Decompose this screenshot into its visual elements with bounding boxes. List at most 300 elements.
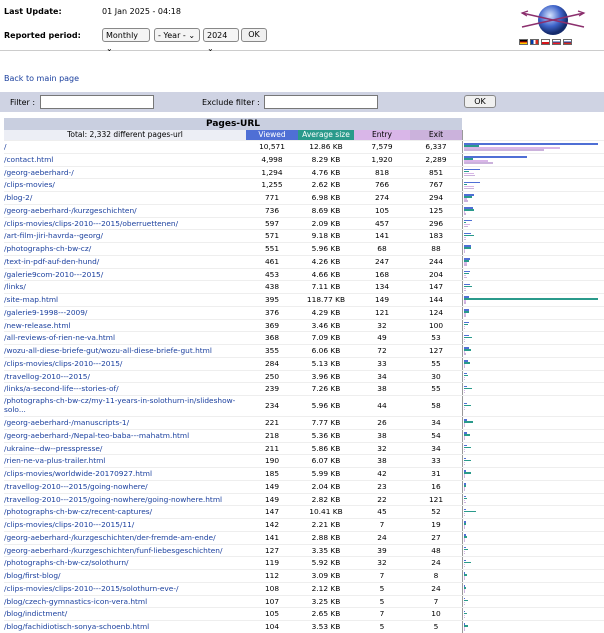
page-url-link[interactable]: /blog-2/ bbox=[4, 193, 33, 202]
viewed-value: 438 bbox=[264, 282, 280, 292]
entry-value: 149 bbox=[374, 295, 390, 304]
entry-value: 247 bbox=[374, 256, 390, 266]
page-url-link[interactable]: /blog/fachidiotisch-sonya-schoenb.html bbox=[4, 622, 150, 631]
row-bars bbox=[462, 205, 601, 217]
exit-value: 48 bbox=[431, 545, 441, 555]
page-url-link[interactable]: /site-map.html bbox=[4, 295, 59, 304]
col-exit: Exit bbox=[410, 130, 462, 140]
table-row bbox=[4, 382, 604, 395]
exit-bar bbox=[464, 315, 466, 317]
page-url-link[interactable]: /blog/first-blog/ bbox=[4, 571, 61, 580]
page-url-link[interactable]: /links/a-second-life---stories-of/ bbox=[4, 384, 119, 394]
entry-value: 1,920 bbox=[371, 154, 393, 164]
average-size-value: 5.99 KB bbox=[311, 469, 341, 478]
viewed-value: 142 bbox=[264, 520, 280, 529]
table-row bbox=[4, 357, 604, 370]
table-row bbox=[4, 217, 604, 230]
table-row bbox=[4, 178, 604, 191]
viewed-value: 736 bbox=[264, 205, 280, 215]
header-panel bbox=[0, 0, 604, 51]
viewed-value: 149 bbox=[264, 494, 280, 504]
row-bars bbox=[462, 218, 601, 230]
entry-value: 24 bbox=[377, 532, 387, 542]
row-bars bbox=[462, 332, 601, 344]
entry-value: 39 bbox=[377, 545, 387, 555]
page-url-link[interactable]: /text-in-pdf-auf-den-hund/ bbox=[4, 256, 100, 266]
last-update-value: 01 Jan 2025 - 04:18 bbox=[102, 7, 181, 16]
exclude-filter-input[interactable] bbox=[264, 95, 378, 109]
page-url-link[interactable]: /georg-aeberhard-/kurzgeschichten/ bbox=[4, 205, 137, 215]
row-bars bbox=[462, 455, 601, 467]
table-row bbox=[4, 556, 604, 569]
average-size-value: 6.07 KB bbox=[311, 456, 341, 466]
average-size-value: 3.46 KB bbox=[311, 320, 341, 330]
average-size-bar bbox=[464, 405, 471, 407]
average-size-value: 3.35 KB bbox=[311, 545, 341, 555]
viewed-value: 1,255 bbox=[261, 180, 283, 190]
entry-value: 105 bbox=[374, 205, 390, 215]
last-update-label: Last Update: bbox=[4, 7, 62, 16]
viewed-value: 149 bbox=[264, 481, 280, 491]
average-size-value: 5.86 KB bbox=[311, 443, 341, 453]
exit-bar bbox=[464, 328, 465, 330]
table-row bbox=[4, 607, 604, 620]
entry-value: 26 bbox=[377, 418, 387, 427]
row-bars bbox=[462, 443, 601, 455]
row-bars bbox=[462, 256, 601, 268]
page-url-link[interactable]: /photographs-ch-bw-cz/my-11-years-in-solothurn-in/slideshow-solo... bbox=[4, 396, 236, 414]
viewed-value: 571 bbox=[264, 231, 280, 241]
row-bars bbox=[462, 320, 601, 332]
exit-bar bbox=[464, 251, 465, 253]
exit-value: 53 bbox=[431, 333, 441, 343]
viewed-value: 771 bbox=[264, 193, 280, 202]
exit-bar bbox=[464, 591, 465, 593]
filter-input[interactable] bbox=[40, 95, 154, 109]
flag-cz-icon[interactable] bbox=[541, 39, 550, 45]
average-size-value: 5.92 KB bbox=[311, 558, 341, 568]
average-size-bar bbox=[464, 209, 474, 211]
exit-value: 31 bbox=[431, 469, 441, 478]
row-bars bbox=[462, 468, 601, 480]
exit-value: 34 bbox=[431, 443, 441, 453]
row-bars bbox=[462, 358, 601, 370]
exit-bar bbox=[464, 553, 465, 555]
table-row bbox=[4, 268, 604, 281]
entry-value: 49 bbox=[377, 333, 387, 343]
average-size-value: 2.65 KB bbox=[311, 609, 341, 619]
table-row bbox=[4, 518, 604, 531]
row-bars bbox=[462, 383, 601, 395]
row-bars bbox=[462, 281, 601, 293]
page-url-link[interactable]: /travellog-2010---2015/ bbox=[4, 371, 90, 381]
average-size-value: 3.09 KB bbox=[311, 571, 341, 580]
average-size-bar bbox=[464, 337, 472, 339]
average-size-value: 2.62 KB bbox=[311, 180, 341, 190]
page-url-link[interactable]: /clips-movies/clips-2010---2015/oberruettenen/ bbox=[4, 218, 179, 228]
exit-bar bbox=[464, 264, 467, 266]
entry-value: 274 bbox=[374, 193, 390, 202]
table-row bbox=[4, 442, 604, 455]
exit-bar bbox=[464, 200, 468, 202]
exit-bar bbox=[464, 379, 465, 381]
exit-value: 125 bbox=[428, 205, 444, 215]
average-size-value: 6.06 KB bbox=[311, 346, 341, 355]
entry-value: 72 bbox=[377, 346, 387, 355]
exit-bar bbox=[464, 438, 465, 440]
exit-bar bbox=[464, 392, 465, 394]
table-title: Pages-URL bbox=[4, 118, 462, 130]
back-to-main-link[interactable]: Back to main page bbox=[4, 74, 80, 83]
entry-value: 68 bbox=[377, 244, 387, 253]
average-size-value: 3.53 KB bbox=[311, 622, 341, 631]
average-size-value: 5.96 KB bbox=[311, 244, 341, 253]
average-size-value: 7.11 KB bbox=[311, 282, 341, 292]
row-bars bbox=[462, 608, 601, 620]
table-row bbox=[4, 544, 604, 557]
table-row bbox=[4, 255, 604, 268]
table-row bbox=[4, 306, 604, 319]
exit-value: 121 bbox=[428, 494, 444, 504]
table-row bbox=[4, 505, 604, 518]
page-url-link[interactable]: /galerie9com-2010---2015/ bbox=[4, 269, 104, 279]
exit-value: 55 bbox=[431, 384, 441, 394]
average-size-value: 8.29 KB bbox=[311, 154, 341, 164]
exit-bar bbox=[464, 617, 465, 619]
average-size-value: 2.82 KB bbox=[311, 494, 341, 504]
page-url-link[interactable]: /all-reviews-of-rien-ne-va.html bbox=[4, 333, 116, 343]
page-url-link[interactable]: /blog/indictment/ bbox=[4, 609, 68, 619]
page-url-link[interactable]: /links/ bbox=[4, 282, 26, 292]
page-url-link[interactable]: /art-film-jiri-havrda--georg/ bbox=[4, 231, 103, 241]
exit-value: 24 bbox=[431, 583, 441, 593]
average-size-value: 7.09 KB bbox=[311, 333, 341, 343]
flag-fr-icon[interactable] bbox=[530, 39, 539, 45]
table-row bbox=[4, 331, 604, 344]
filter-label: Filter : bbox=[10, 98, 36, 107]
exit-value: 2,289 bbox=[425, 154, 447, 164]
row-bars bbox=[462, 570, 601, 582]
entry-value: 5 bbox=[379, 583, 385, 593]
exclude-filter-label: Exclude filter : bbox=[202, 98, 260, 107]
flag-de-icon[interactable] bbox=[519, 39, 528, 45]
viewed-value: 218 bbox=[264, 430, 280, 440]
table-row bbox=[4, 204, 604, 217]
row-bars bbox=[462, 167, 601, 179]
table-row bbox=[4, 153, 604, 166]
table-row bbox=[4, 280, 604, 293]
viewed-bar bbox=[464, 156, 527, 158]
row-bars bbox=[462, 371, 601, 383]
exit-bar bbox=[464, 277, 467, 279]
row-bars bbox=[462, 494, 601, 506]
average-size-value: 10.41 KB bbox=[309, 507, 343, 517]
entry-value: 42 bbox=[377, 469, 387, 478]
pages-url-table bbox=[4, 118, 604, 633]
viewed-value: 190 bbox=[264, 456, 280, 466]
exit-value: 27 bbox=[431, 532, 441, 542]
year-select-value: 2024 bbox=[207, 31, 228, 40]
period-select[interactable]: Monthly ⌄ bbox=[102, 28, 150, 42]
flag-sk-icon[interactable] bbox=[552, 39, 561, 45]
table-row bbox=[4, 531, 604, 544]
entry-value: 38 bbox=[377, 456, 387, 466]
exit-bar bbox=[464, 451, 465, 453]
entry-value: 32 bbox=[377, 443, 387, 453]
average-size-bar bbox=[464, 298, 598, 300]
filter-bar bbox=[0, 92, 604, 112]
entry-value: 457 bbox=[374, 218, 390, 228]
table-row bbox=[4, 166, 604, 179]
average-size-bar bbox=[464, 562, 471, 564]
col-viewed: Viewed bbox=[246, 130, 298, 140]
page-url-link[interactable]: /ukraine--dw--presspresse/ bbox=[4, 443, 103, 453]
table-row bbox=[4, 582, 604, 595]
average-size-value: 8.69 KB bbox=[311, 205, 341, 215]
page-url-link[interactable]: /contact.html bbox=[4, 154, 54, 164]
average-size-value: 5.36 KB bbox=[311, 430, 341, 440]
exit-value: 30 bbox=[431, 371, 441, 381]
exit-value: 204 bbox=[428, 269, 444, 279]
exit-value: 183 bbox=[428, 231, 444, 241]
exit-bar bbox=[464, 341, 465, 343]
exit-bar bbox=[464, 226, 468, 228]
viewed-value: 368 bbox=[264, 333, 280, 343]
viewed-value: 105 bbox=[264, 609, 280, 619]
period-label: Reported period: bbox=[4, 31, 81, 40]
table-row bbox=[4, 595, 604, 608]
row-bars bbox=[462, 481, 601, 493]
exit-bar bbox=[464, 175, 475, 177]
average-size-value: 7.77 KB bbox=[311, 418, 341, 427]
table-row bbox=[4, 569, 604, 582]
row-bars bbox=[462, 141, 601, 153]
page-url-link[interactable]: /new-release.html bbox=[4, 320, 71, 330]
exit-value: 33 bbox=[431, 456, 441, 466]
exit-value: 16 bbox=[431, 481, 441, 491]
exit-bar bbox=[464, 353, 466, 355]
average-size-bar bbox=[464, 421, 473, 423]
average-size-value: 4.76 KB bbox=[311, 167, 341, 177]
table-row bbox=[4, 370, 604, 383]
exit-value: 52 bbox=[431, 507, 441, 517]
entry-value: 5 bbox=[379, 596, 385, 606]
exit-value: 6,337 bbox=[425, 142, 447, 151]
entry-value: 7 bbox=[379, 520, 385, 529]
entry-value: 7 bbox=[379, 609, 385, 619]
viewed-value: 1,294 bbox=[261, 167, 283, 177]
exit-bar bbox=[464, 464, 465, 466]
filter-ok-button[interactable]: OK bbox=[464, 95, 496, 108]
page-url-link[interactable]: /georg-aeberhard-/kurzgeschichten/funf-liebesgeschichten/ bbox=[4, 545, 223, 555]
period-ok-button[interactable]: OK bbox=[241, 28, 267, 42]
average-size-value: 2.04 KB bbox=[311, 481, 341, 491]
viewed-value: 185 bbox=[264, 469, 280, 478]
page-url-link[interactable]: /photographs-ch-bw-cz/solothurn/ bbox=[4, 558, 129, 568]
viewed-value: 147 bbox=[264, 507, 280, 517]
average-size-bar bbox=[464, 349, 471, 351]
col-entry: Entry bbox=[354, 130, 410, 140]
row-bars bbox=[462, 583, 601, 595]
page-url-link[interactable]: /georg-aeberhard-/manuscripts-1/ bbox=[4, 418, 130, 427]
exit-value: 294 bbox=[428, 193, 444, 202]
row-bars bbox=[462, 532, 601, 544]
exit-bar bbox=[464, 302, 466, 304]
page-url-link[interactable]: /galerie9-1998---2009/ bbox=[4, 307, 88, 317]
exit-value: 54 bbox=[431, 430, 441, 440]
exit-value: 100 bbox=[428, 320, 444, 330]
average-size-value: 5.96 KB bbox=[311, 401, 341, 410]
month-select[interactable]: - Year - ⌄ bbox=[154, 28, 200, 42]
exit-value: 144 bbox=[428, 295, 444, 304]
page-url-link[interactable]: /clips-movies/ bbox=[4, 180, 55, 190]
page-url-link[interactable]: /georg-aeberhard-/kurzgeschichten/der-fremde-am-ende/ bbox=[4, 532, 216, 542]
exit-value: 244 bbox=[428, 256, 444, 266]
exit-value: 851 bbox=[428, 167, 444, 177]
exit-value: 34 bbox=[431, 418, 441, 427]
exit-value: 124 bbox=[428, 307, 444, 317]
col-bars bbox=[462, 130, 601, 140]
exit-bar bbox=[464, 566, 465, 568]
average-size-value: 3.96 KB bbox=[311, 371, 341, 381]
exit-value: 296 bbox=[428, 218, 444, 228]
entry-value: 818 bbox=[374, 167, 390, 177]
viewed-value: 112 bbox=[264, 571, 280, 580]
viewed-value: 355 bbox=[264, 346, 280, 355]
exit-bar bbox=[464, 489, 465, 491]
entry-value: 34 bbox=[377, 371, 387, 381]
average-size-value: 2.88 KB bbox=[311, 532, 341, 542]
page-url-link[interactable]: /blog/czech-gymnastics-icon-vera.html bbox=[4, 596, 148, 606]
row-bars bbox=[462, 269, 601, 281]
entry-value: 38 bbox=[377, 430, 387, 440]
row-bars bbox=[462, 506, 601, 518]
viewed-value: 551 bbox=[264, 244, 280, 253]
exit-bar bbox=[464, 540, 465, 542]
viewed-value: 234 bbox=[264, 401, 280, 410]
last-update-row bbox=[4, 7, 181, 16]
viewed-bar bbox=[464, 143, 598, 145]
entry-value: 766 bbox=[374, 180, 390, 190]
table-row bbox=[4, 242, 604, 255]
exit-value: 19 bbox=[431, 520, 441, 529]
page-url-link[interactable]: /georg-aeberhard-/Nepal-teo-baba---mahatm.html bbox=[4, 430, 190, 440]
average-size-value: 118.77 KB bbox=[306, 295, 346, 304]
viewed-value: 141 bbox=[264, 532, 280, 542]
viewed-value: 369 bbox=[264, 320, 280, 330]
row-bars bbox=[462, 545, 601, 557]
page-url-link[interactable]: /clips-movies/clips-2010---2015/solothurn-eve-/ bbox=[4, 583, 179, 593]
page-url-link[interactable]: /rien-ne-va-plus-trailer.html bbox=[4, 456, 106, 466]
entry-value: 7 bbox=[379, 571, 385, 580]
average-size-value: 7.26 KB bbox=[311, 384, 341, 394]
table-row bbox=[4, 229, 604, 242]
flag-ru-icon[interactable] bbox=[563, 39, 572, 45]
average-size-bar bbox=[464, 460, 471, 462]
page-url-link[interactable]: / bbox=[4, 142, 7, 151]
page-url-link[interactable]: /travellog-2010---2015/going-nowhere/going-nowhere.html bbox=[4, 494, 223, 504]
table-row bbox=[4, 620, 604, 633]
viewed-value: 4,998 bbox=[261, 154, 283, 164]
page-url-link[interactable]: /georg-aeberhard-/ bbox=[4, 167, 74, 177]
average-size-value: 4.26 KB bbox=[311, 256, 341, 266]
row-bars bbox=[462, 519, 601, 531]
page-url-link[interactable]: /clips-movies/clips-2010---2015/ bbox=[4, 358, 123, 368]
page-url-link[interactable]: /clips-movies/clips-2010---2015/11/ bbox=[4, 520, 135, 529]
table-row bbox=[4, 493, 604, 506]
entry-value: 38 bbox=[377, 384, 387, 394]
viewed-value: 119 bbox=[264, 558, 280, 568]
exit-value: 24 bbox=[431, 558, 441, 568]
average-size-value: 5.13 KB bbox=[311, 358, 341, 368]
page-url-link[interactable]: /photographs-ch-bw-cz/recent-captures/ bbox=[4, 507, 153, 517]
viewed-value: 284 bbox=[264, 358, 280, 368]
row-bars bbox=[462, 621, 601, 633]
exit-bar bbox=[464, 366, 465, 368]
exit-bar bbox=[464, 502, 466, 504]
year-select[interactable]: 2024 ⌄ bbox=[203, 28, 239, 42]
entry-value: 32 bbox=[377, 320, 387, 330]
row-bars bbox=[462, 396, 601, 416]
exit-value: 767 bbox=[428, 180, 444, 190]
entry-value: 168 bbox=[374, 269, 390, 279]
viewed-value: 376 bbox=[264, 307, 280, 317]
viewed-value: 597 bbox=[264, 218, 280, 228]
row-bars bbox=[462, 294, 601, 306]
page-url-link[interactable]: /photographs-ch-bw-cz/ bbox=[4, 244, 92, 253]
average-size-value: 2.12 KB bbox=[311, 583, 341, 593]
row-bars bbox=[462, 154, 601, 166]
period-select-value: Monthly bbox=[106, 31, 139, 40]
page-url-link[interactable]: /wozu-all-diese-briefe-gut/wozu-all-diese-briefe-gut.html bbox=[4, 346, 212, 355]
viewed-value: 104 bbox=[264, 622, 280, 631]
exit-value: 127 bbox=[428, 346, 444, 355]
page-url-link[interactable]: /clips-movies/worldwide-20170927.html bbox=[4, 469, 153, 478]
table-row bbox=[4, 416, 604, 429]
exit-bar bbox=[464, 527, 465, 529]
exit-bar bbox=[464, 425, 465, 427]
table-row bbox=[4, 191, 604, 204]
exit-bar bbox=[464, 149, 544, 151]
exit-value: 58 bbox=[431, 401, 441, 410]
entry-value: 121 bbox=[374, 307, 390, 317]
row-bars bbox=[462, 230, 601, 242]
exit-value: 5 bbox=[433, 622, 439, 631]
average-size-value: 3.25 KB bbox=[311, 596, 341, 606]
month-select-value: - Year - bbox=[158, 31, 186, 40]
exit-bar bbox=[464, 409, 465, 411]
table-row bbox=[4, 140, 604, 153]
row-bars bbox=[462, 596, 601, 608]
row-bars bbox=[462, 243, 601, 255]
average-size-value: 9.18 KB bbox=[311, 231, 341, 241]
table-row bbox=[4, 454, 604, 467]
average-size-value: 12.86 KB bbox=[309, 142, 343, 151]
average-size-value: 4.29 KB bbox=[311, 307, 341, 317]
row-bars bbox=[462, 307, 601, 319]
viewed-value: 250 bbox=[264, 371, 280, 381]
viewed-value: 239 bbox=[264, 384, 280, 394]
table-row bbox=[4, 467, 604, 480]
page-url-link[interactable]: /travellog-2010---2015/going-nowhere/ bbox=[4, 481, 148, 491]
average-size-bar bbox=[464, 511, 476, 513]
col-average-size: Average size bbox=[298, 130, 354, 140]
viewed-value: 211 bbox=[264, 443, 280, 453]
table-row bbox=[4, 344, 604, 357]
row-bars bbox=[462, 179, 601, 191]
exit-bar bbox=[464, 239, 466, 241]
exit-value: 8 bbox=[433, 571, 439, 580]
